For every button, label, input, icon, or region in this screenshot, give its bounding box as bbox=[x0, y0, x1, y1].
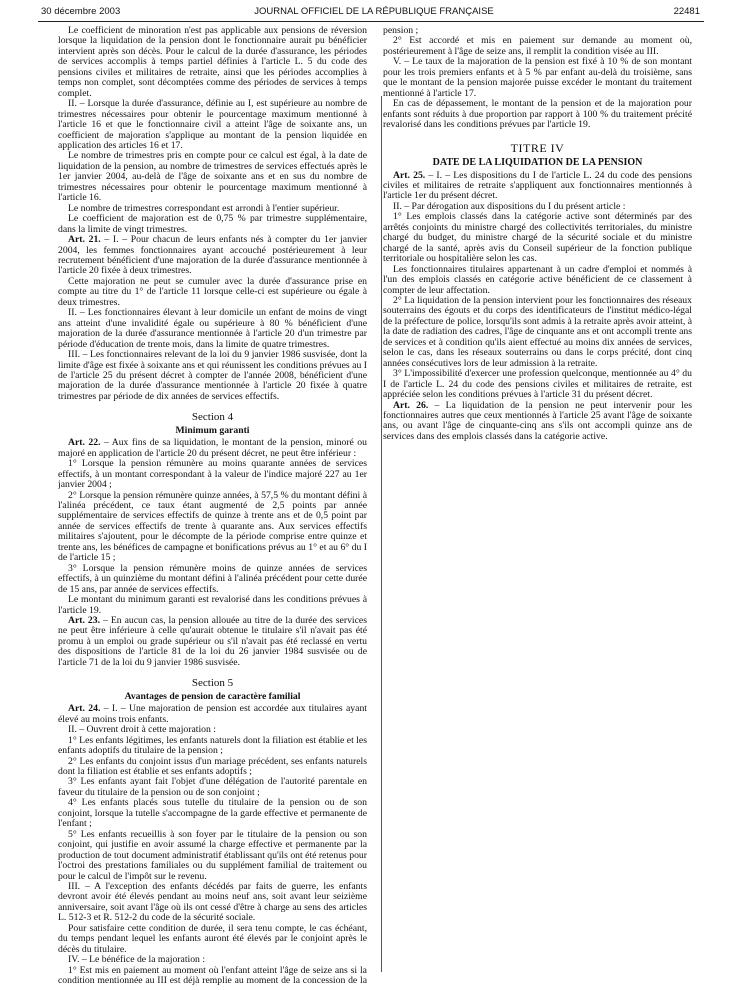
paragraph: Le montant du minimum garanti est revalorisé dans les conditions prévues à l'article 19. bbox=[58, 594, 367, 616]
article-text: – Aux fins de sa liquidation, le montant de la pension, minoré ou majoré en application de l'article 20 du présent décret, ne peut être inférieur : bbox=[58, 437, 367, 459]
paragraph: 4° Les enfants placés sous tutelle du titulaire de la pension ou de son conjoint, lorsque la tutelle s'accompagne de la garde effective et permanente de l'enfant ; bbox=[58, 797, 367, 830]
two-column-body bbox=[58, 26, 692, 988]
paragraph: 3° Lorsque la pension rémunère moins de quinze années de services effectifs, à un quinzième du montant défini à l'alinéa précédent pour cette durée de 15 ans, par année de services effectifs. bbox=[58, 562, 367, 595]
paragraph: 2° Les enfants du conjoint issus d'un mariage précédent, ses enfants naturels dont la filiation est établie et ses enfants adoptifs ; bbox=[58, 755, 367, 777]
paragraph: 2° Lorsque la pension rémunère quinze années, à 57,5 % du montant défini à l'alinéa précédent, ce taux étant augmenté de 2,5 points par année supplémentaire de services effectifs de quinze à trente ans et de 0,5 point par année de services effectifs de trente à quarante ans. Aux services effectifs militaires s'ajoutent, pour le décompte de la période comprise entre quinze et trente ans, les bénéfices de campagne et bonifications prévus au 1° et au 6° du I de l'article 15 ; bbox=[58, 489, 367, 564]
paragraph: Pour satisfaire cette condition de durée, il sera tenu compte, le cas échéant, du temps pendant lequel les enfants auront été élevés par le conjoint après le décès du titulaire. bbox=[58, 922, 367, 955]
article-label: Art. 26. bbox=[393, 399, 429, 411]
header-rule bbox=[38, 21, 704, 22]
article-22 bbox=[58, 438, 367, 459]
paragraph: Le nombre de trimestres pris en compte pour ce calcul est égal, à la date de liquidation de la pension, au nombre de trimestres de services effectués après le 1er janvier 2004, au-delà de l'âge de soixante ans et en sus du nombre de trimestres nécessaires pour obtenir le pourcentage maximum mentionné à l'article 16. bbox=[58, 150, 367, 204]
paragraph: 2° La liquidation de la pension intervient pour les fonctionnaires des réseaux souterrains des égouts et du corps des identificateurs de l'institut médico-légal de la préfecture de police, lorsqu'ils sont admis à la retraite après avoir atteint, à la date de radiation des cadres, l'âge de cinquante ans et ont accompli trente ans de services et à condition qu'ils aient effectué au moins dix années de services, selon le cas, dans les réseaux souterrains ou dans le corps précité, dont cinq années consécutives lors de leur admission à la retraite. bbox=[383, 294, 692, 369]
paragraph: 1° Les enfants légitimes, les enfants naturels dont la filiation est établie et les enfants adoptifs du titulaire de la pension ; bbox=[58, 734, 367, 757]
paragraph: II. – Par dérogation aux dispositions du I du présent article : bbox=[393, 200, 626, 212]
paragraph: 2° Est accordé et mis en paiement sur demande au moment où, postérieurement à l'âge de seize ans, il remplit la condition visée au III. bbox=[383, 35, 692, 57]
paragraph: II. – Les fonctionnaires élevant à leur domicile un enfant de moins de vingt ans atteint d'une invalidité égale ou supérieure à 80 % bénéficient d'une majoration de la durée d'assurance mentionnée à l'article 20 d'un trimestre par période d'éducation de trente mois, dans la limite de quatre trimestres. bbox=[58, 307, 367, 350]
title-subheading: DATE DE LA LIQUIDATION DE LA PENSION bbox=[432, 156, 643, 168]
paragraph: Le coefficient de minoration n'est pas applicable aux pensions de réversion lorsque la liquidation de la pension dont le fonctionnaire aurait pu bénéficier intervient après son décès. Pour le calcul de la durée d'assurance, les périodes de services accomplis à temps partiel définies à l'article L. 5 du code des pensions civiles et militaires de retraite, ainsi que les périodes accomplies à temps non complet, sont décomptées comme des périodes de services à temps complet. bbox=[58, 26, 367, 99]
paragraph: II. – Ouvrent droit à cette majoration : bbox=[68, 724, 216, 736]
paragraph: Les fonctionnaires titulaires appartenant à un cadre d'emploi et nommés à l'un des emplois classés en catégorie active bénéficient de ce classement à compter de leur affectation. bbox=[383, 263, 692, 296]
article-25 bbox=[383, 171, 692, 202]
section-subheading: Avantages de pension de caractère familial bbox=[124, 691, 301, 703]
paragraph: Le coefficient de majoration est de 0,75 % par trimestre supplémentaire, dans la limite de vingt trimestres. bbox=[58, 213, 367, 235]
section-heading: Section 5 bbox=[191, 677, 234, 690]
paragraph: Le nombre de trimestres correspondant est arrondi à l'entier supérieur. bbox=[68, 202, 340, 214]
paragraph: En cas de dépassement, le montant de la pension et de la majoration pour enfants sont réduits à due proportion par rapport à 100 % du traitement précité revalorisé dans les conditions prévues par l'article 19. bbox=[383, 98, 692, 131]
article-text: – I. – Une majoration de pension est accordée aux titulaires ayant élevé au moins trois enfants. bbox=[58, 703, 367, 725]
paragraph: V. – Le taux de la majoration de la pension est fixé à 10 % de son montant pour les trois premiers enfants et à 5 % par enfant au-delà du troisième, sans que le montant de la pension majorée puisse excéder le montant du traitement mentionné à l'article 17. bbox=[383, 56, 692, 99]
section-subheading: Minimum garanti bbox=[175, 425, 250, 437]
header-journal-title: JOURNAL OFFICIEL DE LA RÉPUBLIQUE FRANÇAISE bbox=[254, 6, 494, 17]
paragraph: 1° Est mis en paiement au moment où l'enfant atteint l'âge de seize ans si la condition mentionnée au III est déjà remplie au moment de la concession de la pension ; bbox=[58, 26, 419, 987]
paragraph: Cette majoration ne peut se cumuler avec la durée d'assurance prise en compte au titre du 1° de l'article 11 lorsque celle-ci est supérieure ou égale à deux trimestres. bbox=[58, 275, 367, 308]
article-text: – La liquidation de la pension ne peut intervenir pour les fonctionnaires autres que ceux mentionnés à l'article 25 avant l'âge de soixante ans, ou avant l'âge de cinquante-cinq ans s'ils ont accompli quinze ans de services dans des emplois classés dans la catégorie active. bbox=[383, 399, 692, 442]
header-page-number: 22481 bbox=[673, 6, 700, 17]
article-label: Art. 24. bbox=[68, 703, 101, 715]
article-text: – I. – Pour chacun de leurs enfants nés à compter du 1er janvier 2004, les femmes fonctionnaires ayant accouché postérieurement à leur recrutement bénéficient d'une majoration de la durée d'assurance mentionnée à l'article 20 fixée à deux trimestres. bbox=[58, 234, 367, 277]
paragraph: 1° Lorsque la pension rémunère au moins quarante années de services effectifs, à un montant correspondant à la valeur de l'indice majoré 227 au 1er janvier 2004 ; bbox=[58, 458, 367, 491]
paragraph: 3° L'impossibilité d'exercer une profession quelconque, mentionnée au 4° du I de l'article L. 24 du code des pensions civiles et militaires de retraite, est appréciée selon les conditions prévues à l'article 31 du présent décret. bbox=[383, 368, 692, 401]
section-heading: Section 4 bbox=[191, 411, 234, 424]
paragraph: III. – Les fonctionnaires relevant de la loi du 9 janvier 1986 susvisée, dont la limite d'âge est fixée à soixante ans et qui réunissent les conditions prévues au I de l'article 25 du présent décret à compter de l'année 2008, bénéficient d'une majoration de la durée d'assurance mentionnée à l'article 20 fixée à quatre trimestres par période de dix années de services effectifs. bbox=[58, 349, 367, 402]
paragraph: III. – A l'exception des enfants décédés par faits de guerre, les enfants devront avoir été élevés pendant au moins neuf ans, soit avant leur seizième anniversaire, soit avant l'âge où ils ont cessé d'être à charge au sens des articles L. 512-3 et R. 512-2 du code de la sécurité sociale. bbox=[58, 880, 367, 924]
header-date: 30 décembre 2003 bbox=[41, 6, 121, 17]
article-text: – En aucun cas, la pension allouée au titre de la durée des services ne peut être inférieure à celle qu'aurait obtenue le titulaire s'il n'avait pas été promu à un emploi ou grade supérieur ou s'il n'avait pas été reclassé en vertu des dispositions de l'article 81 de la loi du 26 janvier 1984 susvisée ou de l'article 71 de la loi du 9 janvier 1986 susvisée. bbox=[58, 615, 367, 668]
page-header bbox=[0, 0, 748, 20]
article-label: Art. 25. bbox=[393, 169, 426, 181]
paragraph: 3° Les enfants ayant fait l'objet d'une délégation de l'autorité parentale en faveur du titulaire de la pension ou de son conjoint ; bbox=[58, 776, 367, 798]
article-23 bbox=[58, 616, 367, 668]
paragraph: II. – Lorsque la durée d'assurance, définie au I, est supérieure au nombre de trimestres nécessaires pour obtenir le pourcentage maximum mentionné à l'article 16 et que le fonctionnaire civil a atteint l'âge de soixante ans, un coefficient de majoration s'applique au montant de la pension liquidée en application des articles 16 et 17. bbox=[58, 98, 367, 151]
article-26 bbox=[383, 401, 692, 443]
paragraph: IV. – Le bénéfice de la majoration : bbox=[68, 954, 206, 966]
title-heading: TITRE IV bbox=[510, 140, 565, 155]
article-24 bbox=[58, 704, 367, 725]
paragraph: 1° Les emplois classés dans la catégorie active sont déterminés par des arrêtés conjoints du ministre chargé des collectivités territoriales, du ministre chargé du budget, du ministre chargé de la sécurité sociale et du ministre chargé de la santé, après avis du Conseil supérieur de la fonction publique territoriale ou hospitalière selon les cas. bbox=[383, 211, 692, 265]
article-21 bbox=[58, 235, 367, 277]
article-label: Art. 21. bbox=[68, 234, 101, 246]
paragraph: 5° Les enfants recueillis à son foyer par le titulaire de la pension ou son conjoint, qui justifie en avoir assumé la charge effective et permanente par la production de tout document administratif établissant qu'ils ont été retenus pour l'octroi des prestations familiales ou du supplément familial de traitement ou pour le calcul de l'impôt sur le revenu. bbox=[58, 828, 367, 882]
article-label: Art. 22. bbox=[68, 437, 101, 449]
article-text: – I. – Les dispositions du I de l'article L. 24 du code des pensions civiles et militaires de retraite s'appliquent aux fonctionnaires mentionnés à l'article 1er du présent décret. bbox=[383, 169, 692, 202]
article-label: Art. 23. bbox=[68, 615, 101, 627]
